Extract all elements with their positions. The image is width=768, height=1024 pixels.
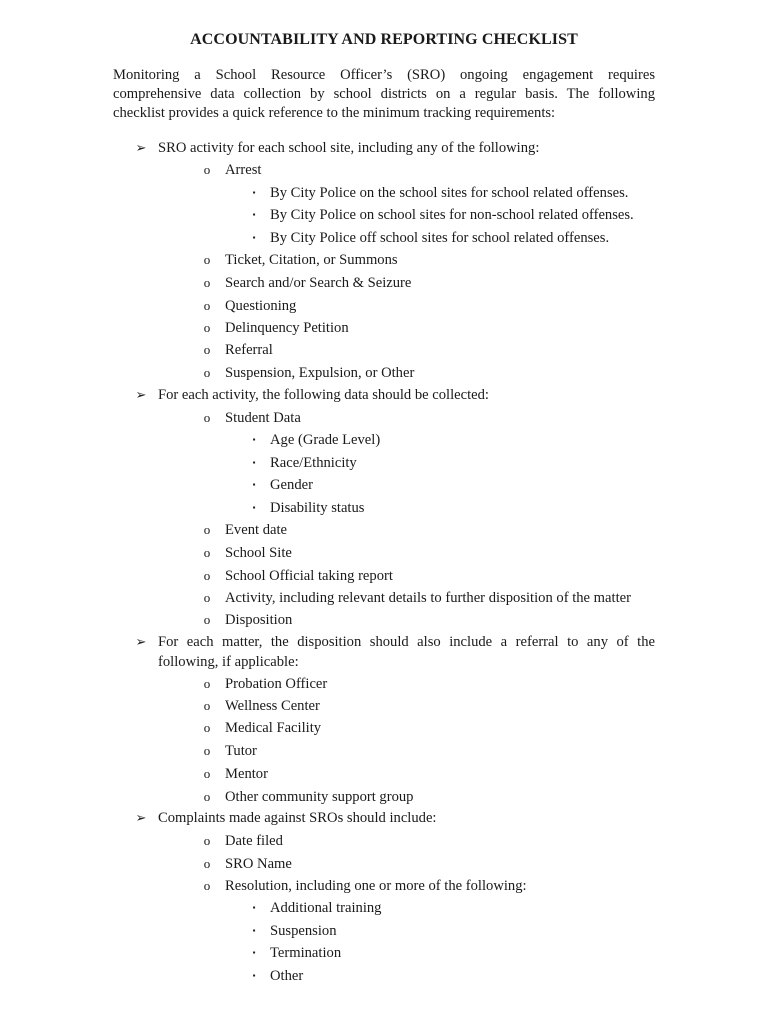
subitem-label: Termination: [270, 945, 342, 961]
circle-bullet-icon: o: [203, 856, 211, 871]
item-label: Questioning: [225, 298, 297, 314]
circle-bullet-icon: o: [203, 698, 211, 713]
item-label: Mentor: [225, 766, 268, 782]
item-label: Disposition: [225, 612, 293, 628]
arrow-bullet-icon: ➢: [135, 810, 147, 825]
circle-bullet-icon: o: [203, 789, 211, 804]
item-label: School Official taking report: [225, 568, 393, 584]
square-bullet-icon: ▪: [252, 926, 256, 935]
subitem-label: Age (Grade Level): [270, 432, 381, 448]
item-label: Arrest: [225, 162, 262, 178]
circle-bullet-icon: o: [203, 298, 211, 313]
item-label: Delinquency Petition: [225, 320, 349, 336]
section-heading-text: SRO activity for each school site, including any of the following:: [158, 140, 540, 156]
circle-bullet-icon: o: [203, 522, 211, 537]
item-label: Ticket, Citation, or Summons: [225, 252, 398, 268]
document-title: ACCOUNTABILITY AND REPORTING CHECKLIST: [190, 31, 578, 48]
section-heading-text: [158, 632, 655, 672]
item-label: SRO Name: [225, 856, 292, 872]
item-label: Wellness Center: [225, 698, 320, 714]
arrow-bullet-icon: ➢: [135, 140, 147, 155]
circle-bullet-icon: o: [203, 545, 211, 560]
square-bullet-icon: ▪: [252, 903, 256, 912]
item-label: School Site: [225, 545, 292, 561]
subitem-label: Suspension: [270, 923, 337, 939]
subitem-label: By City Police on school sites for non-school related offenses.: [270, 207, 634, 223]
subitem-label: Disability status: [270, 500, 365, 516]
subitem-label: Gender: [270, 477, 313, 493]
square-bullet-icon: ▪: [252, 948, 256, 957]
square-bullet-icon: ▪: [252, 435, 256, 444]
section-heading-text: Complaints made against SROs should include:: [158, 810, 437, 826]
circle-bullet-icon: o: [203, 342, 211, 357]
item-label: Medical Facility: [225, 720, 322, 736]
circle-bullet-icon: o: [203, 766, 211, 781]
circle-bullet-icon: o: [203, 676, 211, 691]
circle-bullet-icon: o: [203, 720, 211, 735]
square-bullet-icon: ▪: [252, 233, 256, 242]
circle-bullet-icon: o: [203, 743, 211, 758]
section-heading-line: For each matter, the disposition should also include a referral to any of the: [158, 634, 655, 650]
circle-bullet-icon: o: [203, 252, 211, 267]
circle-bullet-icon: o: [203, 590, 211, 605]
square-bullet-icon: ▪: [252, 480, 256, 489]
arrow-bullet-icon: ➢: [135, 634, 147, 649]
item-label: Other community support group: [225, 789, 414, 805]
circle-bullet-icon: o: [203, 365, 211, 380]
item-label: Referral: [225, 342, 273, 358]
section-heading-line: following, if applicable:: [158, 654, 299, 670]
square-bullet-icon: ▪: [252, 503, 256, 512]
square-bullet-icon: ▪: [252, 971, 256, 980]
item-label: Resolution, including one or more of the following:: [225, 878, 527, 894]
square-bullet-icon: ▪: [252, 458, 256, 467]
subitem-label: Race/Ethnicity: [270, 455, 357, 471]
subitem-label: By City Police off school sites for school related offenses.: [270, 230, 610, 246]
section-heading-text: For each activity, the following data should be collected:: [158, 387, 489, 403]
item-label: Search and/or Search & Seizure: [225, 275, 412, 291]
circle-bullet-icon: o: [203, 833, 211, 848]
intro-line: comprehensive data collection by school districts on a regular basis. The following: [113, 86, 655, 102]
circle-bullet-icon: o: [203, 878, 211, 893]
item-label: Tutor: [225, 743, 257, 759]
subitem-label: By City Police on the school sites for school related offenses.: [270, 185, 629, 201]
item-label: Probation Officer: [225, 676, 328, 692]
item-label: Activity, including relevant details to further disposition of the matter: [225, 590, 631, 606]
subitem-label: Other: [270, 968, 304, 984]
arrow-bullet-icon: ➢: [135, 387, 147, 402]
subitem-label: Additional training: [270, 900, 382, 916]
square-bullet-icon: ▪: [252, 210, 256, 219]
circle-bullet-icon: o: [203, 275, 211, 290]
circle-bullet-icon: o: [203, 568, 211, 583]
item-label: Suspension, Expulsion, or Other: [225, 365, 415, 381]
item-label: Date filed: [225, 833, 283, 849]
circle-bullet-icon: o: [203, 410, 211, 425]
intro-line: Monitoring a School Resource Officer’s (SRO) ongoing engagement requires: [113, 67, 655, 83]
circle-bullet-icon: o: [203, 162, 211, 177]
item-label: Event date: [225, 522, 287, 538]
intro-paragraph: [113, 66, 655, 123]
circle-bullet-icon: o: [203, 320, 211, 335]
circle-bullet-icon: o: [203, 612, 211, 627]
item-label: Student Data: [225, 410, 301, 426]
square-bullet-icon: ▪: [252, 188, 256, 197]
intro-line: checklist provides a quick reference to the minimum tracking requirements:: [113, 105, 556, 121]
